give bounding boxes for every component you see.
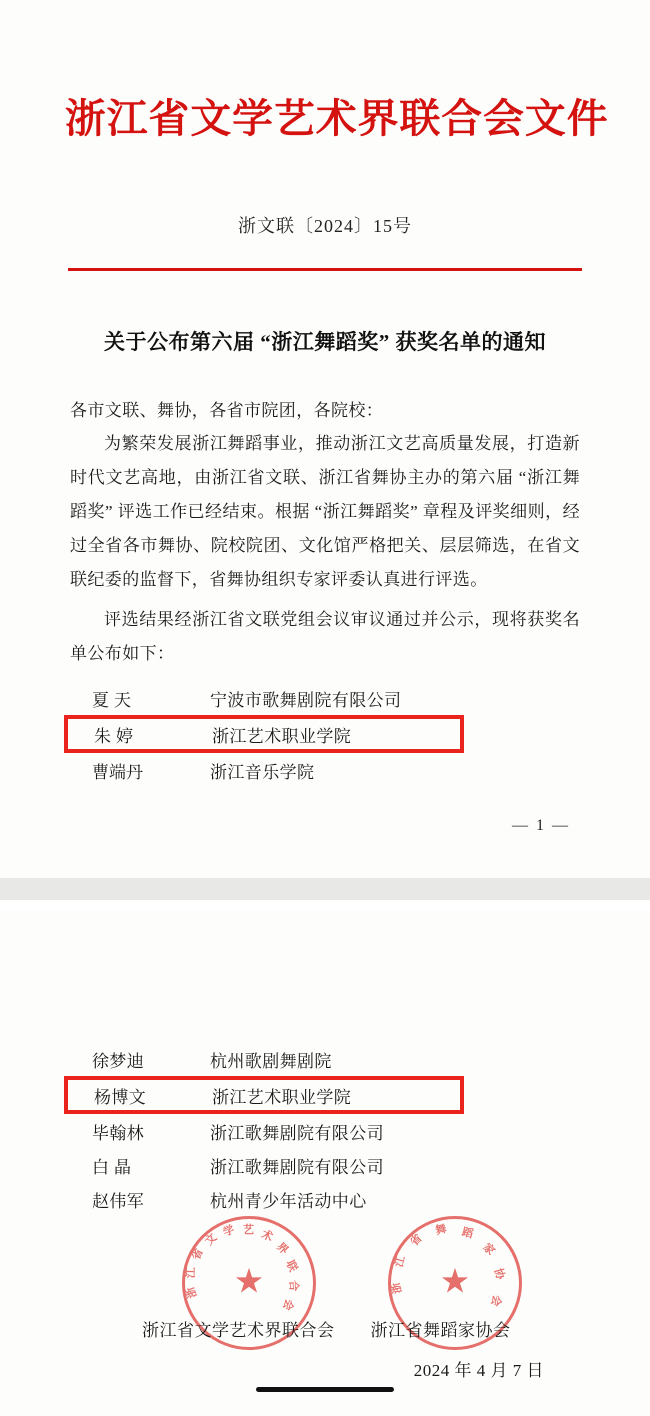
signer-wenlian: 浙江省文学艺术界联合会 <box>142 1321 335 1340</box>
page-number: — 1 — <box>512 817 570 834</box>
award-organization: 浙江歌舞剧院有限公司 <box>210 1157 384 1177</box>
home-indicator[interactable] <box>256 1387 394 1392</box>
seal-ring-text: 浙 江 省 文 学 艺 术 界 联 合 会 <box>183 1223 300 1313</box>
award-organization: 浙江艺术职业学院 <box>212 726 352 746</box>
award-row-highlighted <box>64 1076 464 1114</box>
award-organization: 浙江音乐学院 <box>210 762 315 782</box>
award-row <box>70 1148 580 1182</box>
award-name: 曹端丹 <box>92 762 143 782</box>
signature-block <box>70 1222 580 1380</box>
body-paragraph-1: 为繁荣发展浙江舞蹈事业，推动浙江文艺高质量发展，打造新时代文艺高地，由浙江省文联、浙江省舞协主办的第六届 “浙江舞蹈奖” 评选工作已经结束。根据 “浙江舞蹈奖” 章程及评奖细则，经过全省各市舞协、院校院团、文化馆严格把关、层层筛选，在省文联纪委的监督下，省舞协组织专家评委认真进行评选。 <box>70 434 580 589</box>
body-paragraph-2: 评选结果经浙江省文联党组会议审议通过并公示，现将获奖名单公布如下： <box>70 610 580 663</box>
award-name: 朱 婷 <box>94 726 134 746</box>
award-name: 赵伟军 <box>92 1191 145 1211</box>
award-name: 夏 天 <box>92 690 132 710</box>
award-organization: 杭州青少年活动中心 <box>210 1191 367 1211</box>
award-row-highlighted <box>64 715 464 753</box>
document-number: 浙文联〔2024〕15号 <box>238 216 412 236</box>
award-row <box>70 753 580 787</box>
seal-star-icon: ★ <box>233 1263 265 1301</box>
award-row <box>70 1042 580 1076</box>
award-name: 毕翰林 <box>92 1123 145 1143</box>
document-masthead: 浙江省文学艺术界联合会文件 <box>64 95 609 142</box>
salutation-line: 各市文联、舞协，各省市院团，各院校： <box>70 401 384 420</box>
document-page-2 <box>0 910 650 1416</box>
award-name: 徐梦迪 <box>92 1051 145 1071</box>
award-list-page-1 <box>70 681 580 787</box>
award-row <box>70 681 580 715</box>
award-row <box>70 1182 580 1216</box>
signer-names <box>70 1316 580 1341</box>
award-name: 白 晶 <box>92 1157 132 1177</box>
award-name: 杨博文 <box>94 1087 147 1107</box>
signer-wudao: 浙江省舞蹈家协会 <box>370 1321 511 1340</box>
award-organization: 浙江歌舞剧院有限公司 <box>210 1123 384 1143</box>
document-title: 关于公布第六届 “浙江舞蹈奖” 获奖名单的通知 <box>104 330 546 354</box>
award-organization: 杭州歌剧舞剧院 <box>210 1051 332 1071</box>
signature-date: 2024 年 4 月 7 日 <box>413 1361 544 1380</box>
award-organization: 浙江艺术职业学院 <box>212 1087 352 1107</box>
award-list-page-2 <box>70 910 580 1216</box>
seal-ring-text: 浙 江 省 舞 蹈 家 协 会 <box>389 1222 507 1309</box>
award-row <box>70 1114 580 1148</box>
page-separator <box>0 878 650 900</box>
seal-star-icon: ★ <box>439 1263 471 1301</box>
award-organization: 宁波市歌舞剧院有限公司 <box>210 690 402 710</box>
